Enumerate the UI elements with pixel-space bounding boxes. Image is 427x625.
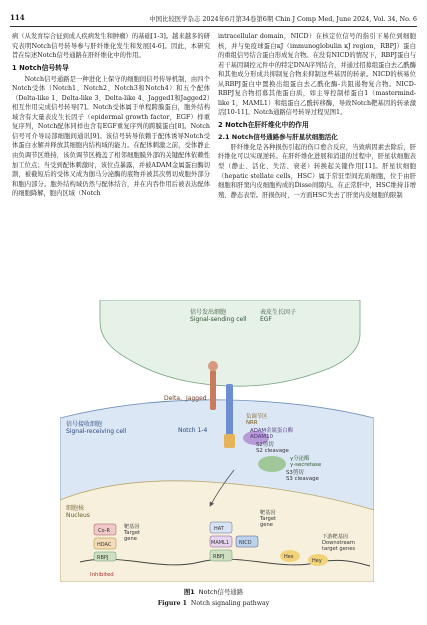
figure-notch-pathway: [60, 300, 374, 582]
label-signal-receiving-cell: 信号接收细胞 Signal-receiving cell: [66, 421, 127, 435]
label-target-gene-inhibited: 靶基因 Target gene: [124, 524, 141, 542]
notch-receptor-shape: [226, 384, 233, 436]
label-nrr: 负调节区 NRR: [246, 414, 268, 427]
right-column: [218, 32, 416, 200]
label-s3: S3剪切 S3 cleavage: [286, 470, 319, 483]
label-hes: Hes: [284, 554, 294, 560]
label-notch: Notch 1-4: [178, 427, 208, 434]
label-delta-jagged: Delta、Jagged: [164, 395, 207, 402]
label-hdac: HDAC: [97, 542, 112, 548]
label-adam: ADAM金属蛋白酶 ADAM10: [250, 428, 294, 441]
label-hey: Hey: [312, 558, 322, 564]
running-header: [10, 13, 417, 25]
label-maml: MAML1: [211, 540, 230, 546]
gamma-secretase-shape: [258, 456, 286, 472]
figure-caption-en: [0, 600, 427, 607]
figure-label-zh: 图1: [183, 588, 195, 596]
label-signal-sending-cell: 信号发出细胞 Signal-sending cell: [190, 309, 247, 323]
label-s2: S2剪切 S2 cleavage: [256, 442, 289, 455]
label-corepressor: Co-R: [98, 528, 110, 534]
signal-sending-cell-shape: [100, 300, 360, 386]
label-rbpj-active: RBPJ: [213, 554, 225, 560]
section-heading: 2 Notch在肝纤维化中的作用: [218, 120, 309, 129]
page-number: 114: [10, 13, 25, 22]
egf-repeat-shape: [208, 361, 218, 371]
figure-title-en: Notch signaling pathway: [190, 600, 270, 607]
body-paragraph: intracellular domain，NICD）在核定位信号的指引下易位到细胞核，并与免疫球蛋白κJ（immunoglobulin κJ region，RBPJ）蛋白的重组信号结合蛋白形成复合物。在没有NICD的情况下，RBPJ蛋白与若干基因调控元件中的特定DNA序列结合，并通过招募组蛋白去乙酰酶和其他成分形成共抑制复合物来抑制这些基因的转录。NICD的核易位从RBPJ蛋白中置换出组蛋白去乙酰化酶-共阻遏物复合物。NICD-RBPJ复合物招募其他蛋白质，如主导控制样蛋白1（mastermind-like 1，MAML1）和组蛋白乙酰转移酶，导致Notch靶基因的转录激活[10-11]。Notch通路信号转导过程见图1。: [218, 33, 416, 117]
label-target-gene-active: 靶基因 Target gene: [260, 510, 277, 528]
figure-title-zh: Notch信号通路: [198, 588, 244, 596]
figure-canvas: [60, 300, 374, 582]
body-paragraph: 肝纤维化是各种损伤引起的伤口愈合反应，当致病因素去除后，肝纤维化可以实现逆转。在肝纤维化进展和消退的过程中，肝星状细胞表型（静止、活化、失活、衰老）转换起关键作用[11]。肝星状细胞（hepatic stellate cells，HSC）属于常驻型间充质细胞，位于由肝细胞和肝窦内皮细胞构成的Disse间隙内。在正常肝中，HSC维持非增殖、静态表型。肝损伤时，一方面HSC失去了肝窦内皮细胞的限制: [218, 143, 416, 199]
label-hat: HAT: [214, 526, 224, 532]
nrr-shape: [224, 434, 235, 448]
body-paragraph: Notch信号通路是一种进化上保守的细胞间信号传导机制，由四个Notch受体（Notch1、Notch2、Notch3和Notch4）和五个配体（Delta-like 1、Delta-like 3、Delta-like 4、Jagged1和Jagged2）相互作用完成信号转导[7]。Notch受体属于单程跨膜蛋白，胞外结构域含有大量表皮生长因子（epidermal growth factor，EGF）样重复序列，Notch配体同样也含有EGF重复序列的跨膜蛋白[8]。Notch信号可介导局部细胞间通讯[9]。该信号转导依赖于配体诱导Notch受体蛋白水解并释放其细胞内结构域的能力。在配体刺激之前，受体静止由负调节区维持，该负调节区掩盖了相邻细胞膜外部的关键配体依赖性加工位点；当受到配体刺激时，该位点暴露，并被ADAM金属蛋白酶切割，被截短后的受体又成为伽马分泌酶的底物并被其次剪切成胞外部分和胞内部分。胞外结构域仍然与配体结合，并在内吞作用后被表达配体的细胞降解，胞内区域（Notch: [12, 75, 210, 198]
label-inhibited: Inhibited: [90, 572, 114, 578]
header-rule: [10, 26, 417, 27]
section-heading: 1 Notch信号转导: [12, 63, 69, 72]
label-gamma: γ分泌酶 γ-secretase: [290, 456, 322, 469]
body-paragraph: 病（从发育综合征到成人疾病发生和肿瘤）的基础[1-3]。越来越多的研究表明Notch信号转导参与肝纤维化发生和发展[4-6]。因此，本研究旨在综述Notch信号通路在肝纤维化中的作用。: [12, 33, 210, 60]
subsection-heading: 2.1 Notch信号通路参与肝星状细胞活化: [218, 132, 338, 141]
label-downstream: 下游靶基因 Downstream target genes: [322, 534, 356, 552]
label-nucleus: 细胞核 Nucleus: [66, 505, 90, 519]
figure-caption-zh: [0, 587, 427, 596]
journal-citation: 中国比较医学杂志 2024年6月第34卷第6期 Chin J Comp Med, June 2024, Vol. 34, No. 6: [149, 15, 417, 23]
label-rbpj-inhibited: RBPJ: [97, 555, 109, 561]
label-egf: 表皮生长因子 EGF: [260, 309, 297, 323]
label-nicd: NICD: [239, 540, 252, 546]
figure-label-en: Figure 1: [157, 600, 187, 607]
ligand-shape: [210, 370, 216, 410]
left-column: [12, 32, 210, 199]
